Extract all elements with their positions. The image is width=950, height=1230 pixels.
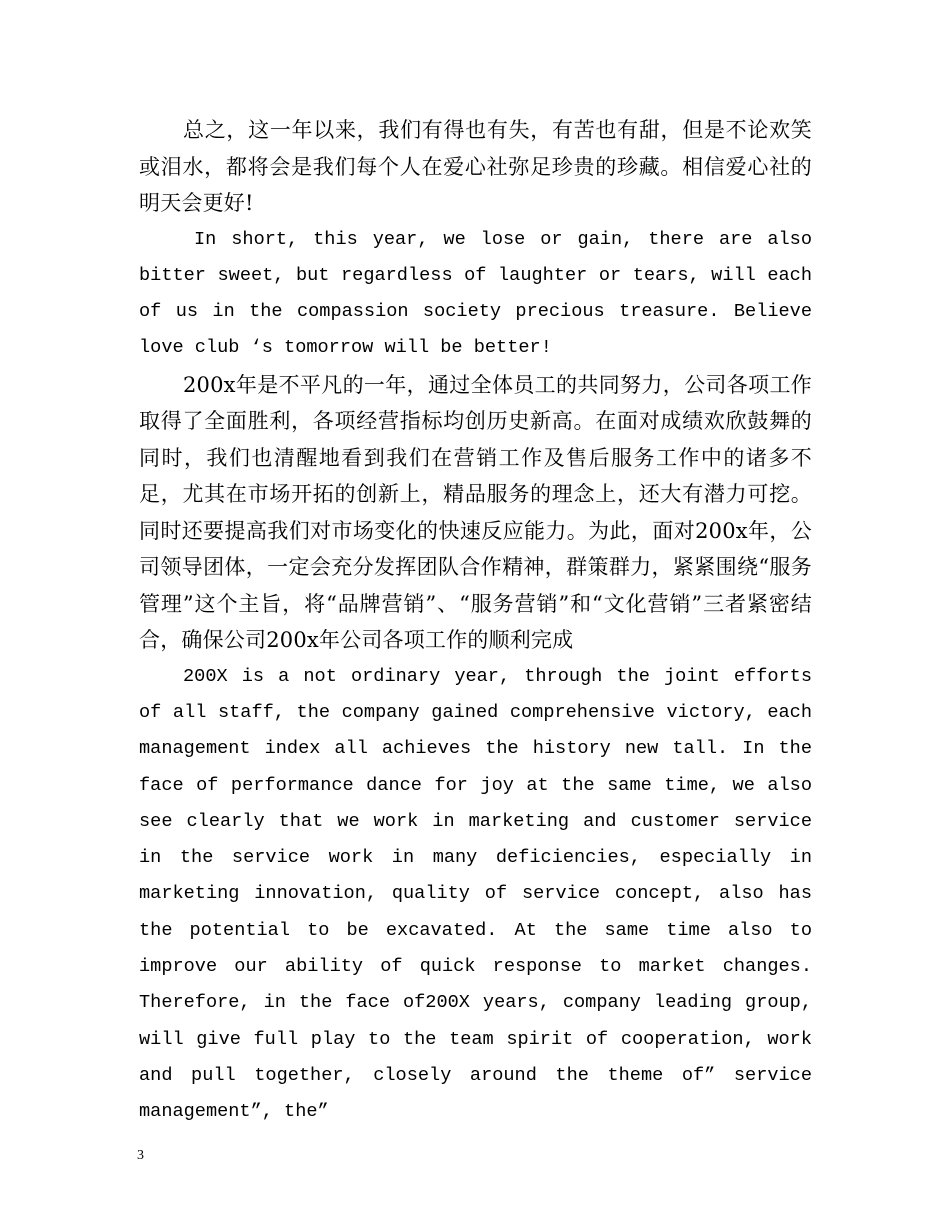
document-body bbox=[139, 112, 812, 1131]
paragraph-summary-zh: 总之，这一年以来，我们有得也有失，有苦也有甜，但是不论欢笑或泪水，都将会是我们每个人在爱心社弥足珍贵的珍藏。相信爱心社的明天会更好! bbox=[139, 118, 812, 215]
page-number: 3 bbox=[137, 1148, 144, 1163]
paragraph-company-review-zh: 200x年是不平凡的一年，通过全体员工的共同努力，公司各项工作取得了全面胜利，各项经营指标均创历史新高。在面对成绩欢欣鼓舞的同时，我们也清醒地看到我们在营销工作及售后服务工作中的诸多不足，尤其在市场开拓的创新上，精品服务的理念上，还大有潜力可挖。同时还要提高我们对市场变化的快速反应能力。为此，面对200x年，公司领导团体，一定会充分发挥团队合作精神，群策群力，紧紧围绕“服务管理”这个主旨，将“品牌营销”、“服务营销”和“文化营销”三者紧密结合，确保公司200x年公司各项工作的顺利完成 bbox=[139, 372, 812, 653]
paragraph-company-review-en: 200X is a not ordinary year, through the joint efforts of all staff, the company gained comprehensive victory, each management index all achieves the history new tall. In the face of performance dance for joy at the same time, we also see clearly that we work in marketing and customer service in the service work in many deficiencies, especially in marketing innovation, quality of service concept, also has the potential to be excavated. At the same time also to improve our ability of quick response to market changes. Therefore, in the face of200X years, company leading group, will give full play to the team spirit of cooperation, work and pull together, closely around the theme of” service management”, the” bbox=[139, 665, 812, 1123]
paragraph-summary-en: In short, this year, we lose or gain, there are also bitter sweet, but regardless of laughter or tears, will each of us in the compassion society precious treasure. Believe love club ‘s tomorrow will be better! bbox=[139, 228, 812, 359]
